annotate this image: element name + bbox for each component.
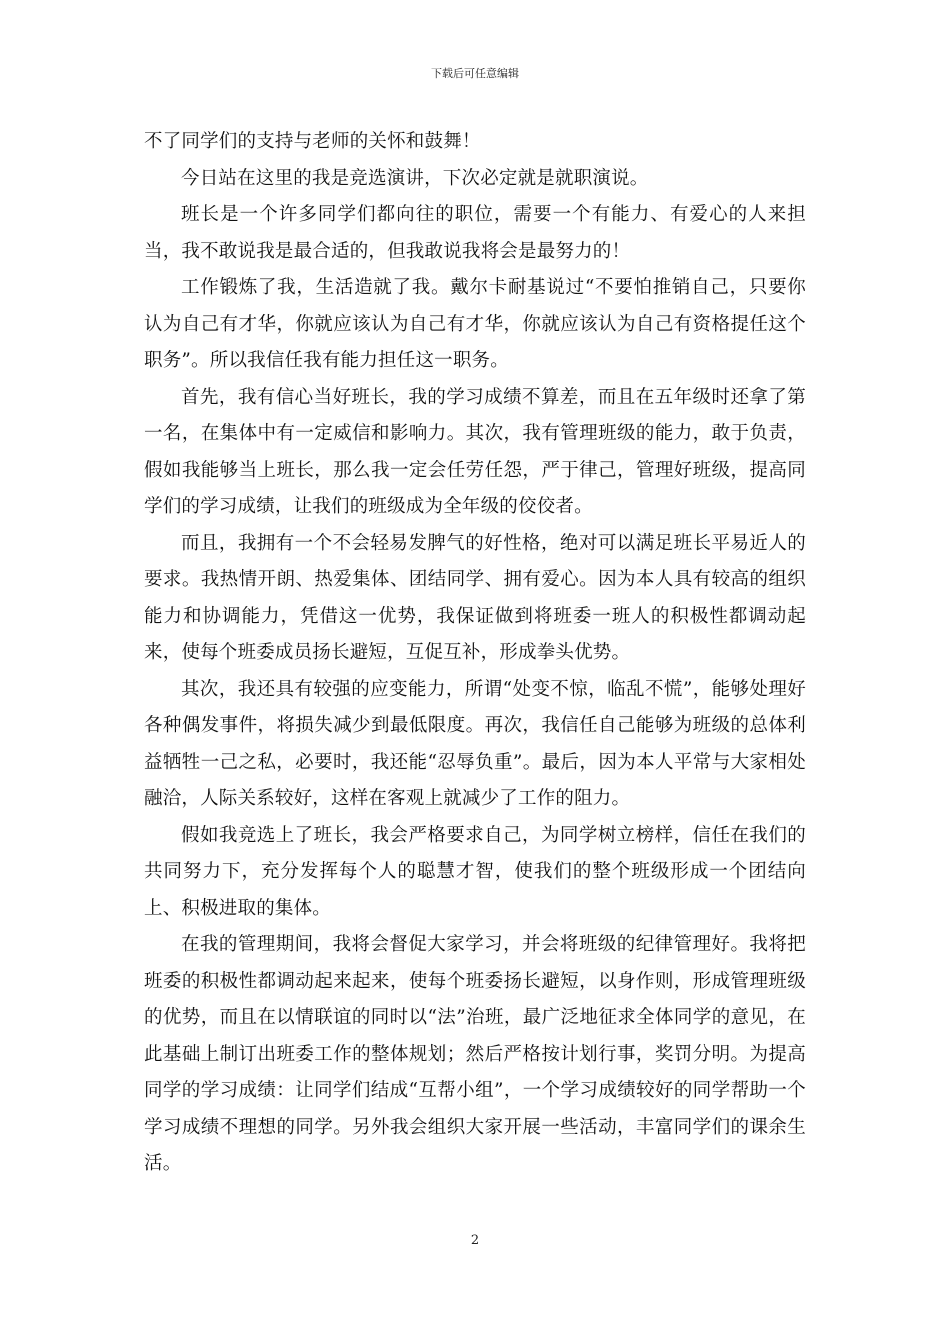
paragraph: 在我的管理期间，我将会督促大家学习，并会将班级的纪律管理好。我将把班委的积极性都调动起来起来，使每个班委扬长避短，以身作则，形成管理班级的优势，而且在以情联谊的同时以“法”治班，最广泛地征求全体同学的意见，在此基础上制订出班委工作的整体规划；然后严格按计划行事，奖罚分明。为提高同学的学习成绩：让同学们结成“互帮小组”，一个学习成绩较好的同学帮助一个学习成绩不理想的同学。另外我会组织大家开展一些活动，丰富同学们的课余生活。 (144, 934, 806, 1174)
page-number: 2 (470, 1233, 480, 1248)
paragraph-continued: 不了同学们的支持与老师的关怀和鼓舞！ (144, 131, 481, 152)
paragraph: 而且，我拥有一个不会轻易发脾气的好性格，绝对可以满足班长平易近人的要求。我热情开朗、热爱集体、团结同学、拥有爱心。因为本人具有较高的组织能力和协调能力，凭借这一优势，我保证做到将班委一班人的积极性都调动起来，使每个班委成员扬长避短，互促互补，形成拳头优势。 (144, 532, 806, 663)
page-header: 下载后可任意编辑 (431, 67, 519, 80)
paragraph: 其次，我还具有较强的应变能力，所谓“处变不惊，临乱不慌”，能够处理好各种偶发事件，将损失减少到最低限度。再次，我信任自己能够为班级的总体利益牺牲一己之私，必要时，我还能“忍辱负重”。最后，因为本人平常与大家相处融洽，人际关系较好，这样在客观上就减少了工作的阻力。 (144, 678, 806, 809)
paragraph: 工作锻炼了我，生活造就了我。戴尔卡耐基说过“不要怕推销自己，只要你认为自己有才华，你就应该认为自己有才华，你就应该认为自己有资格提任这个职务”。所以我信任我有能力担任这一职务。 (144, 277, 806, 371)
document-body (144, 124, 806, 1183)
paragraph: 今日站在这里的我是竞选演讲，下次必定就是就职演说。 (181, 167, 649, 189)
paragraph: 假如我竞选上了班长，我会严格要求自己，为同学树立榜样，信任在我们的共同努力下，充分发挥每个人的聪慧才智，使我们的整个班级形成一个团结向上、积极进取的集体。 (144, 824, 806, 919)
paragraph: 班长是一个许多同学们都向往的职位，需要一个有能力、有爱心的人来担当，我不敢说我是最合适的，但我敢说我将会是最努力的！ (144, 204, 806, 262)
paragraph: 首先，我有信心当好班长，我的学习成绩不算差，而且在五年级时还拿了第一名，在集体中有一定威信和影响力。其次，我有管理班级的能力，敢于负责，假如我能够当上班长，那么我一定会任劳任怨，严于律己，管理好班级，提高同学们的学习成绩，让我们的班级成为全年级的佼佼者。 (144, 386, 806, 517)
